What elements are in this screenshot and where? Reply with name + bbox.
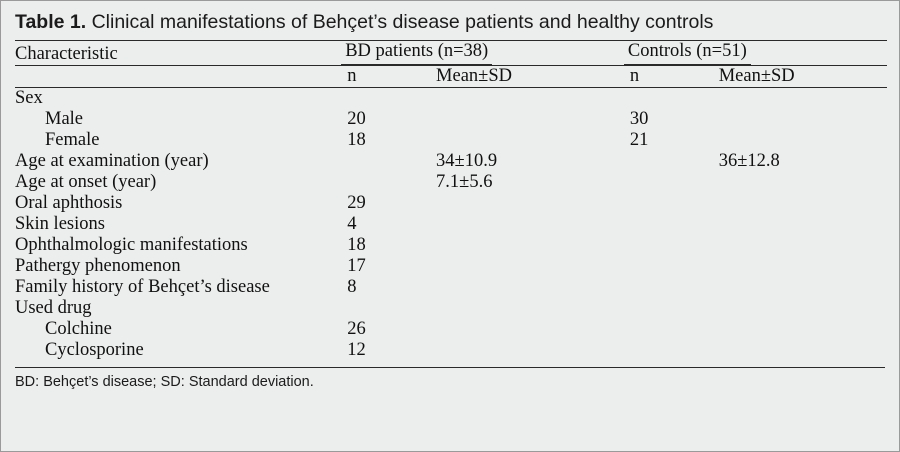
row-characteristic: Colchine bbox=[45, 319, 112, 340]
subheader-bd-mean: Mean±SD bbox=[426, 66, 624, 88]
row-controls-mean: 36±12.8 bbox=[718, 151, 780, 172]
subheader-blank bbox=[15, 66, 341, 88]
row-bd-mean bbox=[426, 235, 624, 256]
clinical-manifestations-table bbox=[15, 40, 887, 361]
row-bd-mean bbox=[426, 319, 624, 340]
table-footnote: BD: Behçet’s disease; SD: Standard deviation. bbox=[15, 374, 314, 391]
row-controls-n bbox=[624, 319, 709, 340]
header-group-bd-label: BD patients (n=38) bbox=[341, 41, 492, 65]
row-bd-mean bbox=[426, 130, 624, 151]
row-characteristic: Cyclosporine bbox=[45, 340, 144, 361]
row-controls-n: 21 bbox=[629, 130, 649, 151]
row-controls-mean bbox=[709, 256, 887, 277]
table-subheader-row bbox=[15, 66, 887, 88]
row-controls-mean bbox=[709, 235, 887, 256]
row-characteristic: Family history of Behçet’s disease bbox=[15, 277, 270, 298]
row-bd-n: 29 bbox=[347, 193, 366, 214]
table-row bbox=[15, 130, 887, 151]
row-bd-mean: 7.1±5.6 bbox=[436, 172, 493, 193]
row-controls-mean bbox=[709, 214, 887, 235]
table-header-row bbox=[15, 41, 887, 66]
table-row bbox=[15, 277, 887, 298]
table-row bbox=[15, 319, 887, 340]
row-controls-n bbox=[624, 151, 709, 172]
header-characteristic: Characteristic bbox=[15, 41, 341, 66]
row-controls-mean bbox=[709, 88, 887, 110]
header-group-controls-label: Controls (n=51) bbox=[624, 41, 751, 65]
row-controls-mean bbox=[709, 277, 887, 298]
row-controls-mean bbox=[709, 130, 887, 151]
row-characteristic: Age at examination (year) bbox=[15, 151, 209, 172]
row-controls-n bbox=[624, 88, 709, 110]
subheader-controls-n: n bbox=[624, 66, 709, 88]
row-controls-mean bbox=[709, 340, 887, 361]
subheader-controls-mean: Mean±SD bbox=[709, 66, 887, 88]
row-characteristic: Ophthalmologic manifestations bbox=[15, 235, 248, 256]
row-bd-mean bbox=[426, 193, 624, 214]
row-bd-mean bbox=[426, 256, 624, 277]
row-controls-mean bbox=[709, 319, 887, 340]
table-row bbox=[15, 193, 887, 214]
row-characteristic: Sex bbox=[15, 88, 43, 109]
table-row bbox=[15, 256, 887, 277]
row-bd-mean: 34±10.9 bbox=[436, 151, 498, 172]
row-bd-n bbox=[341, 298, 426, 319]
row-bd-mean bbox=[426, 214, 624, 235]
table-row bbox=[15, 214, 887, 235]
row-controls-n bbox=[624, 235, 709, 256]
row-characteristic: Female bbox=[45, 130, 100, 151]
table-row bbox=[15, 298, 887, 319]
header-group-controls bbox=[624, 41, 887, 66]
row-bd-mean bbox=[426, 340, 624, 361]
row-bd-n bbox=[341, 88, 426, 110]
subheader-bd-n: n bbox=[341, 66, 426, 88]
table-caption-text: Clinical manifestations of Behçet’s disease patients and healthy controls bbox=[91, 11, 714, 33]
table-row bbox=[15, 172, 887, 193]
row-characteristic: Age at onset (year) bbox=[15, 172, 157, 193]
row-bd-mean bbox=[426, 109, 624, 130]
table-caption-label: Table 1. bbox=[15, 11, 87, 33]
row-controls-n: 30 bbox=[629, 109, 649, 130]
row-controls-n bbox=[624, 172, 709, 193]
table-body bbox=[15, 41, 887, 362]
row-characteristic: Skin lesions bbox=[15, 214, 105, 235]
row-controls-n bbox=[624, 277, 709, 298]
row-bd-mean bbox=[426, 88, 624, 110]
table-row bbox=[15, 88, 887, 110]
row-bd-n: 4 bbox=[347, 214, 357, 235]
table-row bbox=[15, 151, 887, 172]
row-bd-mean bbox=[426, 298, 624, 319]
header-group-bd bbox=[341, 41, 624, 66]
table-caption bbox=[1, 1, 899, 40]
row-controls-mean bbox=[709, 109, 887, 130]
row-characteristic: Oral aphthosis bbox=[15, 193, 123, 214]
row-controls-n bbox=[624, 214, 709, 235]
row-controls-mean bbox=[709, 172, 887, 193]
table-row bbox=[15, 235, 887, 256]
row-bd-n: 18 bbox=[347, 235, 366, 256]
row-bd-n: 12 bbox=[347, 340, 366, 361]
table-row bbox=[15, 340, 887, 361]
table-row bbox=[15, 109, 887, 130]
row-bd-mean bbox=[426, 277, 624, 298]
row-characteristic: Male bbox=[45, 109, 84, 130]
row-controls-mean bbox=[709, 193, 887, 214]
row-bd-n bbox=[341, 172, 426, 193]
row-controls-mean bbox=[709, 298, 887, 319]
row-bd-n: 8 bbox=[347, 277, 357, 298]
row-controls-n bbox=[624, 340, 709, 361]
row-controls-n bbox=[624, 193, 709, 214]
row-bd-n: 17 bbox=[347, 256, 366, 277]
row-bd-n: 18 bbox=[347, 130, 366, 151]
row-characteristic: Pathergy phenomenon bbox=[15, 256, 181, 277]
row-bd-n bbox=[341, 151, 426, 172]
row-bd-n: 20 bbox=[347, 109, 366, 130]
row-controls-n bbox=[624, 298, 709, 319]
row-characteristic: Used drug bbox=[15, 298, 92, 319]
row-controls-n bbox=[624, 256, 709, 277]
row-bd-n: 26 bbox=[347, 319, 366, 340]
